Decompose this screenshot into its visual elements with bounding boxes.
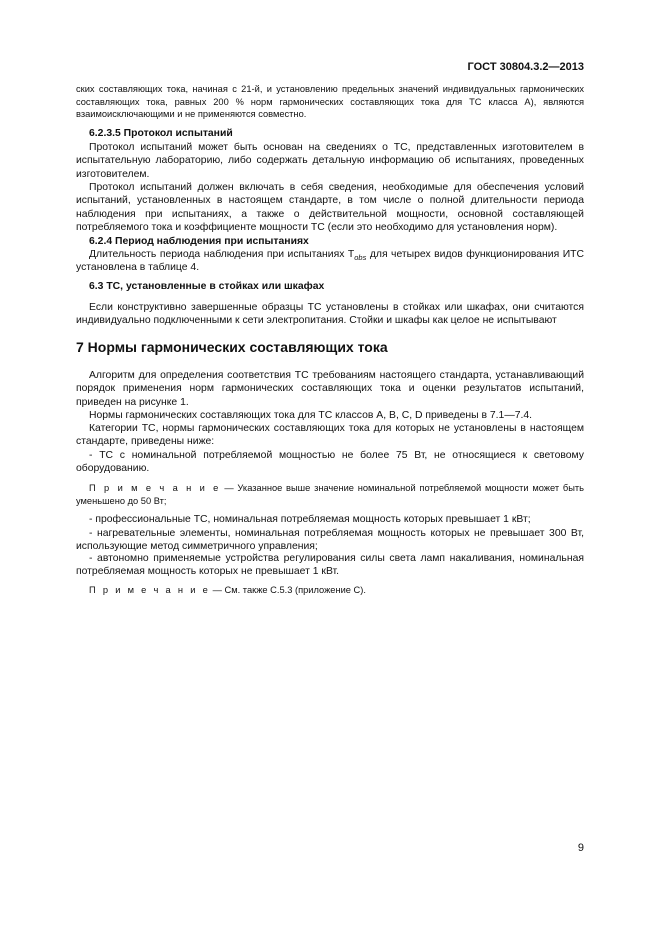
section-7-paragraph-3: Категории ТС, нормы гармонических составляющих тока для которых не установлены в настоящем стандарте, приведены ниже:: [76, 423, 584, 448]
section-6-2-3-5-paragraph-1: Протокол испытаний может быть основан на сведениях о ТС, представленных изготовителем в испытательную лабораторию, либо содержать детальную информацию об испытаниях, проведенных изготовителем.: [76, 142, 584, 180]
note-2: [76, 584, 584, 597]
section-6-2-4-heading: 6.2.4 Период наблюдения при испытаниях: [89, 236, 309, 247]
t-obs-subscript: obs: [354, 253, 367, 262]
list-item-1: - ТС с номинальной потребляемой мощностью не более 75 Вт, не относящиеся к световому оборудованию.: [76, 450, 584, 475]
section-7-heading: 7 Нормы гармонических составляющих тока: [76, 339, 388, 355]
note-1-text: — Указанное выше значение номинальной потребляемой мощности может быть уменьшено до 50 Вт;: [76, 483, 584, 506]
section-6-2-4-paragraph: [76, 248, 584, 275]
note-2-text: — См. также С.5.3 (приложение С).: [210, 585, 366, 595]
paragraph-text-end: для четырех видов функционирования ИТС установлена в таблице 4.: [76, 249, 585, 274]
page-number: 9: [577, 842, 584, 854]
list-item-4: - автономно применяемые устройства регулирования силы света ламп накаливания, номинальная потребляемая мощность которых не превышает 1 кВт.: [76, 553, 584, 578]
list-item-2: - профессиональные ТС, номинальная потребляемая мощность которых превышает 1 кВт;: [89, 514, 531, 525]
section-7-paragraph-1: Алгоритм для определения соответствия ТС требованиям настоящего стандарта, устанавливающий порядок применения норм гармонических составляющих тока и оценки результатов испытаний, приведен на рисунке 1.: [76, 370, 584, 408]
section-6-3-heading: 6.3 ТС, установленные в стойках или шкафах: [89, 281, 325, 292]
section-7-paragraph-2: Нормы гармонических составляющих тока для ТС классов А, В, С, D приведены в 7.1—7.4.: [89, 410, 533, 421]
paragraph-text-start: Длительность периода наблюдения при испытаниях T: [89, 249, 355, 260]
note-1-label: П р и м е ч а н и е: [89, 483, 221, 493]
note-1: [76, 482, 584, 507]
continuation-paragraph: ских составляющих тока, начиная с 21-й, и установлению предельных значений индивидуальных гармонических составляющих тока, равных 200 % норм гармонических составляющих тока для ТС класса А), являются взаимоисключающими и не применяются совместно.: [76, 84, 584, 119]
note-2-label: П р и м е ч а н и е: [89, 585, 211, 595]
section-6-2-3-5-paragraph-2: Протокол испытаний должен включать в себя сведения, необходимые для обеспечения условий испытаний, установленных в настоящем стандарте, в том числе о полной длительности периода наблюдения при испытаниях, а также о действительной мощности, основной составляющей потребляемого тока и коэффициенте мощности ТС (если это необходимо для установления норм).: [76, 182, 584, 234]
section-6-2-3-5-heading: 6.2.3.5 Протокол испытаний: [89, 128, 233, 139]
section-6-3-paragraph: Если конструктивно завершенные образцы ТС установлены в стойках или шкафах, они считаются индивидуально подключенными к сети электропитания. Стойки и шкафы как целое не испытывают: [76, 302, 584, 327]
list-item-3: - нагревательные элементы, номинальная потребляемая мощность которых не превышает 300 Вт, использующие метод симметричного управления;: [76, 528, 584, 553]
document-header: ГОСТ 30804.3.2—2013: [467, 61, 584, 73]
